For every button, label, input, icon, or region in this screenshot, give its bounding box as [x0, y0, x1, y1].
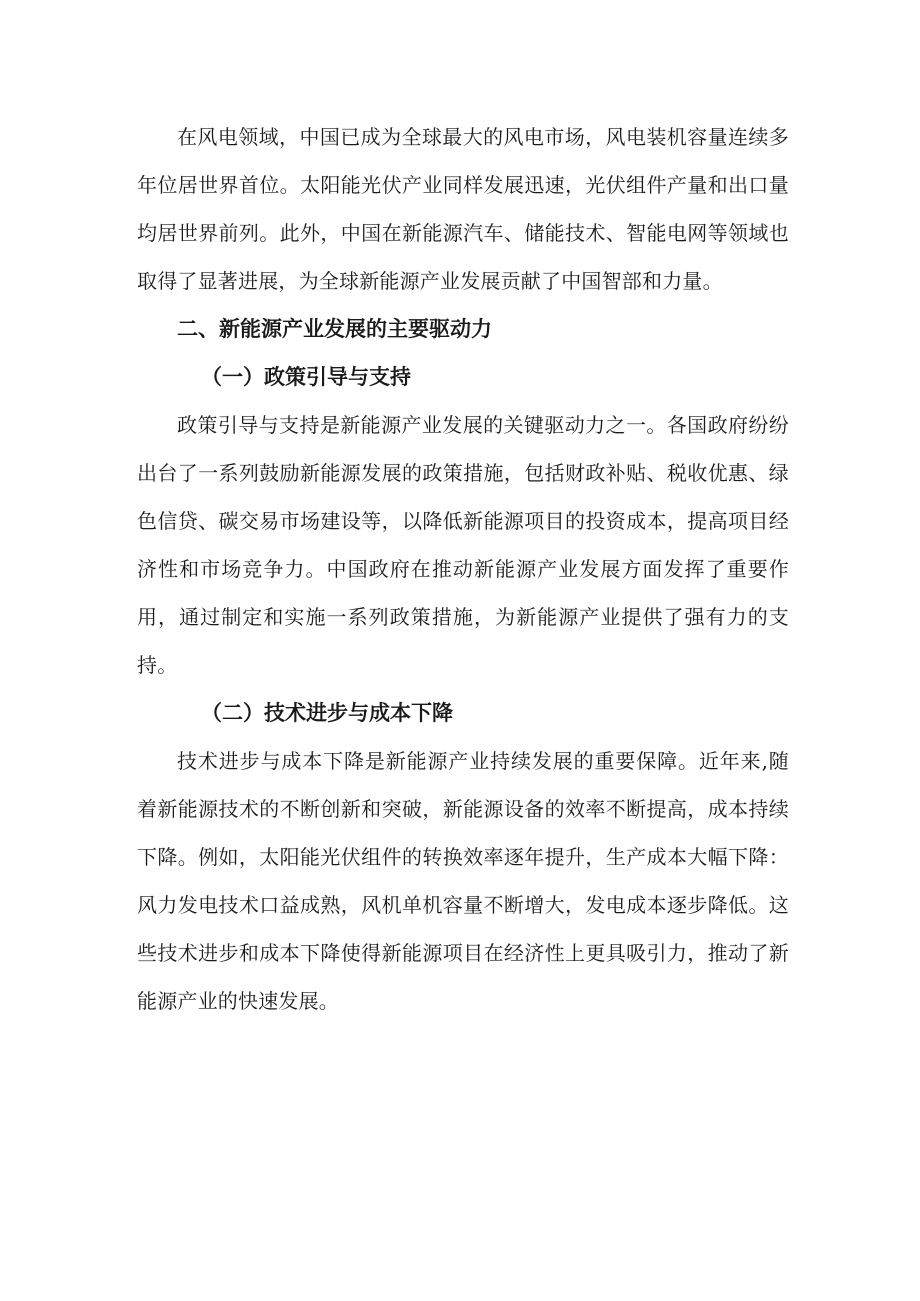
subsection-heading: （二）技术进步与成本下降: [201, 701, 453, 725]
subsection-heading: （一）政策引导与支持: [201, 365, 411, 389]
body-paragraph: 技术进步与成本下降是新能源产业持续发展的重要保障。近年来,随着新能源技术的不断创新和突破，新能源设备的效率不断提高，成本持续下降。例如，太阳能光伏组件的转换效率逐年提升，生产成本大幅下降：风力发电技术口益成熟，风机单机容量不断增大，发电成本逐步降低。这些技术进步和成本下降使得新能源项目在经济性上更具吸引力，推动了新能源产业的快速发展。: [137, 749, 789, 1013]
document-body: [137, 113, 789, 1025]
body-paragraph: 政策引导与支持是新能源产业发展的关键驱动力之一。各国政府纷纷出台了一系列鼓励新能源发展的政策措施，包括财政补贴、税收优惠、绿色信贷、碳交易市场建设等，以降低新能源项目的投资成本，提高项目经济性和市场竞争力。中国政府在推动新能源产业发展方面发挥了重要作用，通过制定和实施一系列政策措施，为新能源产业提供了强有力的支持。: [137, 413, 789, 677]
body-paragraph: 在风电领域，中国已成为全球最大的风电市场，风电装机容量连续多年位居世界首位。太阳能光伏产业同样发展迅速，光伏组件产量和出口量均居世界前列。此外，中国在新能源汽车、储能技术、智能电网等领域也取得了显著进展，为全球新能源产业发展贡献了中国智部和力量。: [137, 125, 789, 293]
section-heading: 二、新能源产业发展的主要驱动力: [177, 317, 492, 341]
